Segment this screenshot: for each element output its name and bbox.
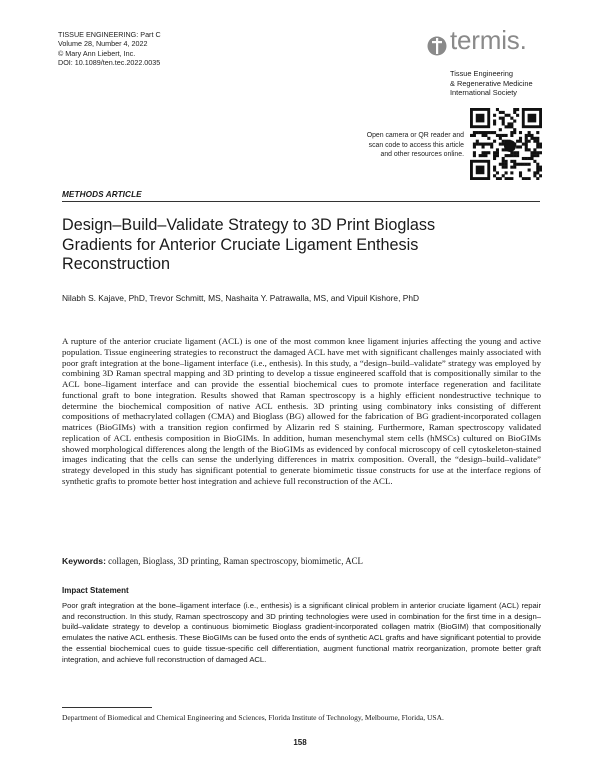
abstract: A rupture of the anterior cruciate ligament (ACL) is one of the most common knee ligament injuries affecting the young and active population. Tissue engineering strategies to reconstruct the damaged ACL have met with significant challenges mainly associated with poor graft integration at the bone–ligament interface (i.e., enthesis). In this study, a “design–build–validate” strategy was employed by combining 3D Raman spectral mapping and 3D printing to develop a tissue engineered scaffold that is compositionally similar to the ACL bone–ligament interface and can provide the essential biochemical cues to promote interface regeneration and facilitate functional graft to bone integration. Results showed that Raman spectroscopy is a highly efficient nondestructive technique to determine the biochemical composition of native ACL enthesis. 3D printing using combinatory inks consisting of different compositions of methacrylated collagen (CMA) and Bioglass (BG) allowed for the fabrication of BG gradient-incorporated collagen matrices (BioGIMs) with a transition region confirmed by Alizarin red S staining. Furthermore, Raman spectroscopy validated replication of ACL enthesis composition in BioGIMs. In addition, human mesenchymal stem cells (hMSCs) cultured on BioGIMs showed morphological differences along the length of the BioGIMs as evidenced by confocal microscopy of cell cytoskeleton-stained images indicating that the cells can sense the underlying differences in matrix composition. Overall, the “design–build–validate” strategy developed in this study has significant potential to generate biomimetic tissue constructs for use at the interface regions of synthetic grafts to promote better host integration and achieve full reconstruction of the ACL.	[62, 336, 541, 486]
keywords-text: collagen, Bioglass, 3D printing, Raman spectroscopy, biomimetic, ACL	[108, 556, 363, 566]
impact-heading: Impact Statement	[62, 586, 129, 595]
footnote-rule	[62, 707, 152, 708]
article-type: METHODS ARTICLE	[62, 190, 142, 199]
author-list: Nilabh S. Kajave, PhD, Trevor Schmitt, MS, Nashaita Y. Patrawalla, MS, and Vipuil Kishore, PhD	[62, 293, 420, 303]
title-line: Gradients for Anterior Cruciate Ligament Enthesis	[62, 235, 419, 254]
society-name	[450, 69, 533, 98]
society-line: International Society	[450, 88, 517, 98]
journal-doi: DOI: 10.1089/ten.tec.2022.0035	[58, 57, 161, 67]
qr-caption-line: scan code to access this article	[368, 141, 464, 149]
journal-volume: Volume 28, Number 4, 2022	[58, 39, 148, 49]
qr-caption-line: Open camera or QR reader and	[366, 132, 464, 139]
title-line: Design–Build–Validate Strategy to 3D Print Bioglass	[62, 216, 436, 234]
society-logo-word: termis.	[450, 25, 527, 55]
qr-caption-line: and other resources online.	[380, 151, 464, 159]
keywords-label: Keywords:	[62, 556, 106, 566]
title-line: Reconstruction	[62, 255, 170, 274]
qr-code-icon[interactable]	[470, 108, 542, 180]
page-number: 158	[293, 738, 307, 747]
affiliation-footnote: Department of Biomedical and Chemical Engineering and Sciences, Florida Institute of Technology, Melbourne, Florida, USA.	[62, 713, 444, 722]
society-line: & Regenerative Medicine	[450, 78, 533, 88]
keywords	[62, 556, 541, 566]
impact-statement: Poor graft integration at the bone–ligament interface (i.e., enthesis) is a significant clinical problem in anterior cruciate ligament (ACL) repair and reconstruction. In this study, Raman spectroscopy and 3D printing technologies were used in combination for the first time in a design–build–validate strategy to develop a continuous biomimetic Bioglass gradient-incorporated collagen matrix (BioGIM) that compositionally emulates the native ACL enthesis. These BioGIMs can be fused onto the ends of synthetic ACL grafts and have significant potential to provide the essential biochemical cues to guide tissue-specific cell differentiation, augment functional matrix reorganization, promote better graft integration, and achieve full reconstruction of damaged ACL.	[62, 601, 541, 664]
journal-copyright: © Mary Ann Liebert, Inc.	[58, 48, 136, 58]
journal-name: TISSUE ENGINEERING: Part C	[58, 30, 161, 39]
society-line: Tissue Engineering	[450, 69, 513, 78]
termis-mark-icon	[426, 33, 448, 59]
article-type-rule	[62, 201, 540, 202]
journal-meta	[58, 30, 161, 67]
qr-caption	[340, 131, 464, 160]
society-logo	[426, 25, 556, 99]
article-title	[62, 216, 532, 275]
